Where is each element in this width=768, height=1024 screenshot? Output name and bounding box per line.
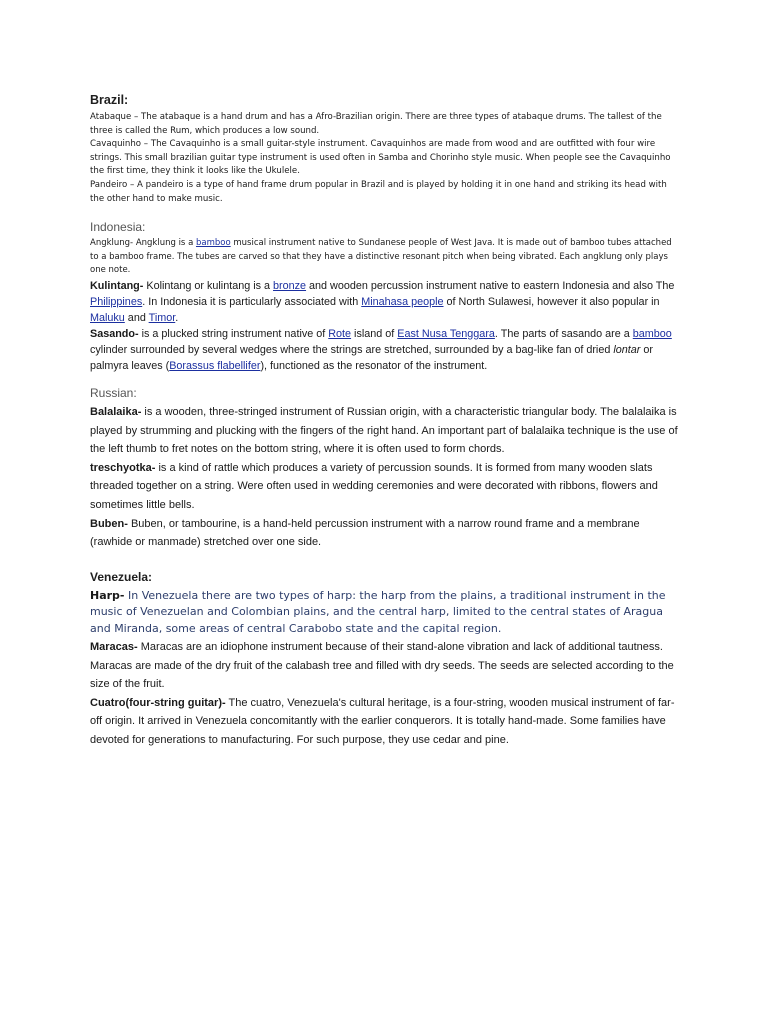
link-borassus-flabellifer[interactable]: Borassus flabellifer — [169, 359, 261, 372]
heading-russian: Russian: — [90, 385, 137, 400]
buben-text: Buben, or tambourine, is a hand-held percussion instrument with a narrow round frame and a membrane (rawhide or manmade) stretched over one side. — [90, 517, 640, 549]
paragraph-maracas — [90, 638, 680, 694]
kulintang-text-6: . — [175, 311, 179, 324]
paragraph-atabaque: Atabaque – The atabaque is a hand drum and has a Afro-Brazilian origin. There are three types of atabaque drums. The tallest of the three is called the Rum, which produces a low sound. — [90, 112, 662, 136]
document-body — [90, 92, 680, 750]
paragraph-buben — [90, 515, 680, 552]
sasando-text-5: or palmyra leaves ( — [90, 343, 653, 372]
term-buben: Buben- — [90, 517, 128, 530]
angklung-lead: Angklung- Angklung is a — [90, 238, 196, 249]
kulintang-text-3: . In Indonesia it is particularly associated with — [142, 295, 362, 308]
heading-brazil: Brazil: — [90, 93, 129, 107]
term-harp: Harp- — [90, 588, 125, 602]
sasando-text-1: is a plucked string instrument native of — [138, 327, 329, 340]
treschyotka-text: is a kind of rattle which produces a variety of percussion sounds. It is formed from many wooden slats threaded together on a string. Were often used in wedding ceremonies and were decorated with ribbons, flowers and sometimes little bells. — [90, 461, 658, 511]
italic-lontar: lontar — [613, 343, 641, 356]
paragraph-sasando — [90, 326, 680, 374]
maracas-text: Maracas are an idiophone instrument because of their stand-alone vibration and lack of additional tautness. Maracas are made of the dry fruit of the calabash tree and filled with dry seeds. The seeds are selected according to the size of the fruit. — [90, 641, 674, 691]
paragraph-cuatro — [90, 694, 680, 750]
paragraph-kulintang — [90, 278, 680, 326]
kulintang-text-2: and wooden percussion instrument native to eastern Indonesia and also The — [306, 279, 675, 292]
sasando-text-4: cylinder surrounded by several wedges where the strings are stretched, surrounded by a bag-like fan of dried — [90, 343, 614, 356]
link-bronze[interactable]: bronze — [273, 279, 307, 292]
term-treschyotka: treschyotka- — [90, 461, 156, 474]
kulintang-text-1: Kolintang or kulintang is a — [143, 279, 274, 292]
link-bamboo-2[interactable]: bamboo — [632, 327, 672, 340]
section-russian — [90, 386, 680, 552]
cuatro-text: The cuatro, Venezuela's cultural heritage, is a four-string, wooden musical instrument of far-off origin. It arrived in Venezuela concomitantly with the earlier conquerors. It is totally hand-made. Some families have devoted for generations to manufacturing. For such purpose, they use cedar and pine. — [90, 696, 675, 747]
term-balalaika: Balalaika- — [90, 405, 142, 418]
term-cuatro: Cuatro(four-string guitar)- — [90, 696, 226, 709]
term-kulintang: Kulintang- — [90, 279, 144, 292]
paragraph-angklung — [90, 237, 680, 278]
link-east-nusa-tenggara[interactable]: East Nusa Tenggara — [397, 327, 495, 340]
term-maracas: Maracas- — [90, 641, 138, 654]
kulintang-text-5: and — [124, 311, 149, 324]
section-brazil — [90, 92, 680, 206]
section-indonesia — [90, 220, 680, 374]
paragraph-cavaquinho: Cavaquinho – The Cavaquinho is a small guitar-style instrument. Cavaquinhos are made from wood and are outfitted with four wire strings. This small brazilian guitar type instrument is used often in Samba and Chorinho style music. When people see the Cavaquinho the first time, they think it looks like the Ukulele. — [90, 139, 671, 177]
link-philippines[interactable]: Philippines — [90, 295, 143, 308]
link-minahasa-people[interactable]: Minahasa people — [361, 295, 444, 308]
sasando-text-2: island of — [351, 327, 398, 340]
link-rote[interactable]: Rote — [328, 327, 352, 340]
section-venezuela — [90, 569, 680, 750]
link-maluku[interactable]: Maluku — [90, 311, 125, 324]
link-timor[interactable]: Timor — [148, 311, 176, 324]
angklung-text: musical instrument native to Sundanese people of West Java. It is made out of bamboo tubes attached to a bamboo frame. The tubes are carved so that they have a distinctive resonant pitch when being vibrated. Each angklung only plays one note. — [90, 238, 672, 276]
kulintang-text-4: of North Sulawesi, however it also popular in — [443, 295, 660, 308]
term-sasando: Sasando- — [90, 327, 139, 340]
paragraph-harp — [90, 588, 680, 638]
heading-indonesia: Indonesia: — [90, 220, 146, 235]
sasando-text-3: . The parts of sasando are a — [494, 327, 633, 340]
paragraph-pandeiro: Pandeiro – A pandeiro is a type of hand frame drum popular in Brazil and is played by holding it in one hand and striking its head with the other hand to make music. — [90, 179, 667, 204]
harp-text: In Venezuela there are two types of harp: the harp from the plains, a traditional instrument in the music of Venezuelan and Colombian plains, and the central harp, limited to the central states of Aragua and Miranda, some areas of central Carabobo state and the capital region. — [90, 588, 666, 636]
sasando-text-6: ), functioned as the resonator of the instrument. — [260, 359, 488, 372]
balalaika-text: is a wooden, three-stringed instrument of Russian origin, with a characteristic triangular body. The balalaika is played by strumming and plucking with the fingers of the right hand. An important part of balalaika technique is the use of the left thumb to fret notes on the bottom string, where it is often used to form chords. — [90, 405, 678, 456]
heading-venezuela: Venezuela: — [90, 569, 153, 584]
link-bamboo[interactable]: bamboo — [195, 238, 231, 249]
paragraph-treschyotka — [90, 459, 680, 515]
paragraph-balalaika — [90, 403, 680, 459]
